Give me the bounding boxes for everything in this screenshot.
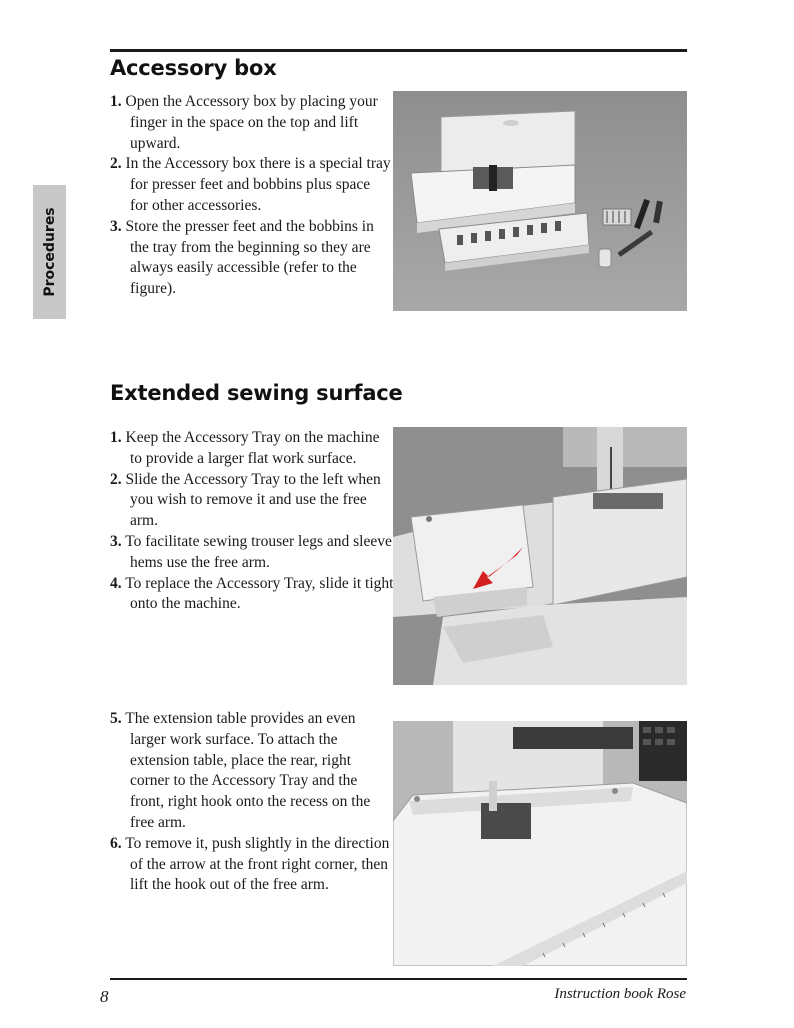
accessory-box-heading: Accessory box: [110, 56, 277, 80]
list-item: 3. Store the presser feet and the bobbins in the tray from the beginning so they are always easily accessible (refer to the figure).: [110, 217, 374, 298]
book-title: Instruction book Rose: [554, 986, 686, 1002]
list-item: 6. To remove it, push slightly in the direction of the arrow at the front right corner, then lift the hook out of the free arm.: [110, 834, 390, 894]
page-number: 8: [100, 987, 109, 1006]
accessory-box-steps: [110, 92, 392, 300]
side-tab-label: Procedures: [41, 207, 58, 297]
procedures-side-tab: [33, 185, 66, 319]
extension-table-photo: [393, 721, 687, 966]
list-item: 5. The extension table provides an even larger work surface. To attach the extension table, place the rear, right corner to the Accessory Tray and the front, right hook onto the recess on the free arm.: [110, 710, 371, 831]
extended-surface-steps: [110, 428, 394, 615]
top-rule: [110, 49, 687, 52]
accessory-tray-photo: [393, 427, 687, 685]
list-item: 4. To replace the Accessory Tray, slide it tight onto the machine.: [110, 574, 394, 613]
accessory-box-photo: [393, 91, 687, 311]
list-item: 2. In the Accessory box there is a special tray for presser feet and bobbins plus space for other accessories.: [110, 155, 391, 214]
extended-sewing-surface-heading: Extended sewing surface: [110, 381, 403, 405]
bottom-rule: [110, 978, 687, 980]
list-item: 1. Keep the Accessory Tray on the machine to provide a larger flat work surface.: [110, 429, 380, 467]
list-item: 2. Slide the Accessory Tray to the left when you wish to remove it and use the free arm.: [110, 470, 381, 530]
list-item: 1. Open the Accessory box by placing your finger in the space on the top and lift upward.: [110, 93, 378, 152]
extension-table-steps: [110, 709, 394, 896]
list-item: 3. To facilitate sewing trouser legs and sleeve hems use the free arm.: [110, 532, 392, 571]
